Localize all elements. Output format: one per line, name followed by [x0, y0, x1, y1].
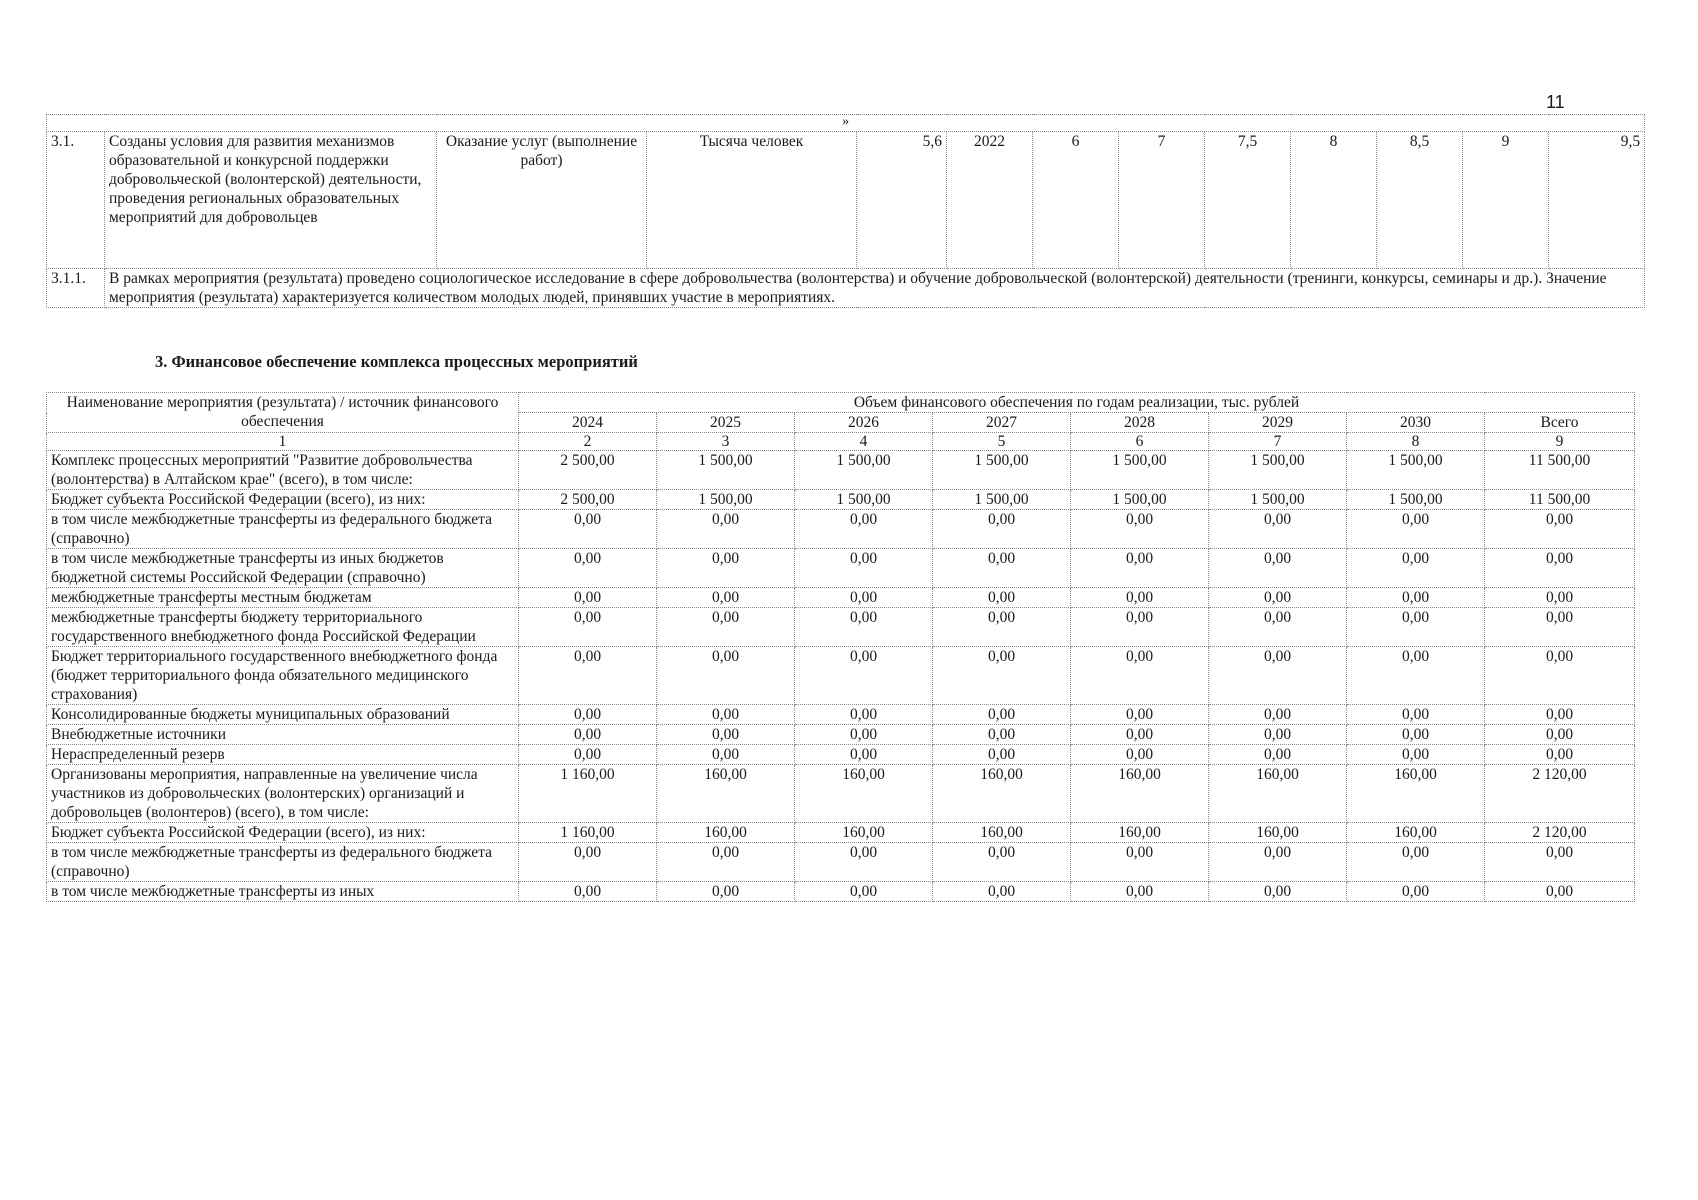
row-number: 3.1. — [47, 132, 105, 269]
amount-cell: 0,00 — [933, 549, 1071, 588]
row-label: в том числе межбюджетные трансферты из иных бюджетов бюджетной системы Российской Федерации (справочно) — [47, 549, 519, 588]
amount-cell: 0,00 — [795, 588, 933, 608]
year-header: 2025 — [657, 413, 795, 433]
amount-cell: 0,00 — [1071, 725, 1209, 745]
amount-cell: 1 500,00 — [1071, 451, 1209, 490]
amount-cell: 1 500,00 — [657, 490, 795, 510]
amount-cell: 0,00 — [1347, 882, 1485, 902]
finance-table-body — [47, 451, 1635, 902]
header-volume: Объем финансового обеспечения по годам реализации, тыс. рублей — [519, 393, 1635, 413]
table-row — [47, 490, 1635, 510]
amount-cell: 0,00 — [1071, 647, 1209, 705]
column-number: 5 — [933, 433, 1071, 451]
amount-cell: 0,00 — [1071, 608, 1209, 647]
amount-cell: 0,00 — [795, 705, 933, 725]
amount-cell: 1 500,00 — [795, 451, 933, 490]
header-name: Наименование мероприятия (результата) / источник финансового обеспечения — [47, 393, 519, 433]
amount-cell: 1 500,00 — [795, 490, 933, 510]
amount-cell: 0,00 — [1347, 725, 1485, 745]
amount-cell: 0,00 — [657, 882, 795, 902]
amount-cell: 0,00 — [933, 588, 1071, 608]
amount-cell: 0,00 — [1209, 725, 1347, 745]
table-row — [47, 843, 1635, 882]
row-label: в том числе межбюджетные трансферты из федерального бюджета (справочно) — [47, 510, 519, 549]
amount-cell: 0,00 — [1347, 510, 1485, 549]
total-cell: 0,00 — [1485, 588, 1635, 608]
row-label: Нераспределенный резерв — [47, 745, 519, 765]
table-header-row — [47, 393, 1635, 413]
amount-cell: 0,00 — [1071, 745, 1209, 765]
row-label: в том числе межбюджетные трансферты из иных — [47, 882, 519, 902]
amount-cell: 0,00 — [1209, 843, 1347, 882]
amount-cell: 2 500,00 — [519, 451, 657, 490]
table-row — [47, 132, 1645, 269]
table-row — [47, 510, 1635, 549]
total-cell: 0,00 — [1485, 608, 1635, 647]
total-header: Всего — [1485, 413, 1635, 433]
amount-cell: 0,00 — [519, 510, 657, 549]
amount-cell: 0,00 — [657, 705, 795, 725]
row-label: межбюджетные трансферты бюджету территориального государственного внебюджетного фонда Российской Федерации — [47, 608, 519, 647]
table-row — [47, 705, 1635, 725]
amount-cell: 0,00 — [795, 608, 933, 647]
table-row — [47, 745, 1635, 765]
amount-cell: 0,00 — [657, 745, 795, 765]
row-label: Организованы мероприятия, направленные на увеличение числа участников из добровольческих (волонтерских) организаций и добровольцев (волонтеров) (всего), в том числе: — [47, 765, 519, 823]
amount-cell: 0,00 — [933, 647, 1071, 705]
amount-cell: 0,00 — [1347, 745, 1485, 765]
amount-cell: 0,00 — [1209, 745, 1347, 765]
amount-cell: 0,00 — [795, 882, 933, 902]
amount-cell: 0,00 — [1209, 549, 1347, 588]
total-cell: 0,00 — [1485, 745, 1635, 765]
amount-cell: 0,00 — [795, 725, 933, 745]
amount-cell: 0,00 — [795, 647, 933, 705]
amount-cell: 0,00 — [657, 725, 795, 745]
amount-cell: 0,00 — [1209, 588, 1347, 608]
amount-cell: 0,00 — [933, 843, 1071, 882]
column-number: 3 — [657, 433, 795, 451]
amount-cell: 0,00 — [795, 549, 933, 588]
column-number: 8 — [1347, 433, 1485, 451]
table-row — [47, 451, 1635, 490]
total-cell: 0,00 — [1485, 510, 1635, 549]
amount-cell: 1 500,00 — [1209, 451, 1347, 490]
amount-cell: 160,00 — [795, 823, 933, 843]
amount-cell: 0,00 — [933, 608, 1071, 647]
total-cell: 2 120,00 — [1485, 765, 1635, 823]
amount-cell: 160,00 — [657, 765, 795, 823]
amount-cell: 0,00 — [1347, 549, 1485, 588]
amount-cell: 0,00 — [657, 843, 795, 882]
amount-cell: 0,00 — [933, 510, 1071, 549]
result-type: Оказание услуг (выполнение работ) — [437, 132, 647, 269]
column-number: 7 — [1209, 433, 1347, 451]
row-label: межбюджетные трансферты местным бюджетам — [47, 588, 519, 608]
column-number: 2 — [519, 433, 657, 451]
table-row — [47, 823, 1635, 843]
value-cell: 6 — [1033, 132, 1119, 269]
amount-cell: 0,00 — [1347, 705, 1485, 725]
table-continuation-row — [47, 115, 1645, 132]
amount-cell: 0,00 — [519, 745, 657, 765]
amount-cell: 0,00 — [1071, 882, 1209, 902]
table-row — [47, 608, 1635, 647]
year-header: 2030 — [1347, 413, 1485, 433]
amount-cell: 0,00 — [933, 725, 1071, 745]
row-number: 3.1.1. — [47, 269, 105, 308]
amount-cell: 0,00 — [519, 647, 657, 705]
amount-cell: 160,00 — [1209, 823, 1347, 843]
page-number: 11 — [1546, 92, 1565, 112]
value-cell: 8 — [1291, 132, 1377, 269]
amount-cell: 160,00 — [1347, 823, 1485, 843]
amount-cell: 0,00 — [1071, 510, 1209, 549]
amount-cell: 0,00 — [795, 510, 933, 549]
total-cell: 0,00 — [1485, 843, 1635, 882]
amount-cell: 0,00 — [1347, 843, 1485, 882]
year-header: 2024 — [519, 413, 657, 433]
amount-cell: 1 500,00 — [1071, 490, 1209, 510]
amount-cell: 0,00 — [519, 725, 657, 745]
amount-cell: 0,00 — [1347, 608, 1485, 647]
amount-cell: 0,00 — [519, 705, 657, 725]
amount-cell: 0,00 — [657, 588, 795, 608]
base-value: 5,6 — [857, 132, 947, 269]
amount-cell: 160,00 — [933, 823, 1071, 843]
amount-cell: 0,00 — [519, 588, 657, 608]
amount-cell: 0,00 — [519, 843, 657, 882]
amount-cell: 1 160,00 — [519, 765, 657, 823]
amount-cell: 0,00 — [1209, 510, 1347, 549]
amount-cell: 0,00 — [1347, 647, 1485, 705]
total-cell: 11 500,00 — [1485, 490, 1635, 510]
column-number: 9 — [1485, 433, 1635, 451]
amount-cell: 0,00 — [519, 549, 657, 588]
amount-cell: 0,00 — [1209, 647, 1347, 705]
result-description: В рамках мероприятия (результата) проведено социологическое исследование в сфере добровольчества (волонтерства) и обучение добровольческой (волонтерской) деятельности (тренинги, конкурсы, семинары и др.). Значение мероприятия (результата) характеризуется количеством молодых людей, принявших участие в мероприятиях. — [105, 269, 1645, 308]
unit-of-measure: Тысяча человек — [647, 132, 857, 269]
table-row — [47, 269, 1645, 308]
amount-cell: 0,00 — [1071, 705, 1209, 725]
amount-cell: 0,00 — [657, 549, 795, 588]
value-cell: 9 — [1463, 132, 1549, 269]
amount-cell: 0,00 — [933, 745, 1071, 765]
amount-cell: 160,00 — [1209, 765, 1347, 823]
year-header: 2026 — [795, 413, 933, 433]
total-cell: 11 500,00 — [1485, 451, 1635, 490]
row-label: Бюджет территориального государственного внебюджетного фонда (бюджет территориального фонда обязательного медицинского страхования) — [47, 647, 519, 705]
amount-cell: 0,00 — [1209, 705, 1347, 725]
amount-cell: 160,00 — [657, 823, 795, 843]
result-name: Созданы условия для развития механизмов образовательной и конкурсной поддержки добровольческой (волонтерской) деятельности, проведения региональных образовательных мероприятий для добровольцев — [105, 132, 437, 269]
total-cell: 0,00 — [1485, 882, 1635, 902]
amount-cell: 0,00 — [519, 608, 657, 647]
column-number: 4 — [795, 433, 933, 451]
table-row — [47, 549, 1635, 588]
amount-cell: 0,00 — [1071, 843, 1209, 882]
total-cell: 0,00 — [1485, 549, 1635, 588]
column-number: 1 — [47, 433, 519, 451]
total-cell: 2 120,00 — [1485, 823, 1635, 843]
amount-cell: 0,00 — [1209, 882, 1347, 902]
amount-cell: 160,00 — [933, 765, 1071, 823]
year-header: 2029 — [1209, 413, 1347, 433]
amount-cell: 1 500,00 — [933, 490, 1071, 510]
year-header: 2027 — [933, 413, 1071, 433]
amount-cell: 0,00 — [519, 882, 657, 902]
row-label: в том числе межбюджетные трансферты из федерального бюджета (справочно) — [47, 843, 519, 882]
total-cell: 0,00 — [1485, 725, 1635, 745]
column-numbers-row — [47, 433, 1635, 451]
base-year: 2022 — [947, 132, 1033, 269]
value-cell: 7 — [1119, 132, 1205, 269]
amount-cell: 0,00 — [1347, 588, 1485, 608]
amount-cell: 1 500,00 — [657, 451, 795, 490]
amount-cell: 0,00 — [1071, 549, 1209, 588]
amount-cell: 1 500,00 — [1347, 490, 1485, 510]
row-label: Внебюджетные источники — [47, 725, 519, 745]
continuation-quote: » — [47, 115, 1645, 132]
value-cell: 8,5 — [1377, 132, 1463, 269]
row-label: Комплекс процессных мероприятий "Развитие добровольчества (волонтерства) в Алтайском крае" (всего), в том числе: — [47, 451, 519, 490]
row-label: Бюджет субъекта Российской Федерации (всего), из них: — [47, 490, 519, 510]
total-cell: 0,00 — [1485, 647, 1635, 705]
amount-cell: 0,00 — [795, 843, 933, 882]
column-number: 6 — [1071, 433, 1209, 451]
row-label: Бюджет субъекта Российской Федерации (всего), из них: — [47, 823, 519, 843]
table-row — [47, 765, 1635, 823]
amount-cell: 1 500,00 — [1209, 490, 1347, 510]
row-label: Консолидированные бюджеты муниципальных образований — [47, 705, 519, 725]
amount-cell: 1 500,00 — [933, 451, 1071, 490]
amount-cell: 0,00 — [1071, 588, 1209, 608]
value-cell: 9,5 — [1549, 132, 1645, 269]
amount-cell: 2 500,00 — [519, 490, 657, 510]
table-row — [47, 882, 1635, 902]
year-header: 2028 — [1071, 413, 1209, 433]
amount-cell: 1 500,00 — [1347, 451, 1485, 490]
amount-cell: 0,00 — [657, 510, 795, 549]
total-cell: 0,00 — [1485, 705, 1635, 725]
table-row — [47, 725, 1635, 745]
amount-cell: 0,00 — [933, 705, 1071, 725]
finance-table — [46, 392, 1635, 902]
table-row — [47, 588, 1635, 608]
amount-cell: 0,00 — [657, 647, 795, 705]
amount-cell: 160,00 — [1071, 823, 1209, 843]
amount-cell: 160,00 — [1071, 765, 1209, 823]
amount-cell: 0,00 — [657, 608, 795, 647]
amount-cell: 0,00 — [933, 882, 1071, 902]
table-row — [47, 647, 1635, 705]
amount-cell: 1 160,00 — [519, 823, 657, 843]
section-title: 3. Финансовое обеспечение комплекса процессных мероприятий — [155, 352, 638, 371]
value-cell: 7,5 — [1205, 132, 1291, 269]
amount-cell: 160,00 — [1347, 765, 1485, 823]
amount-cell: 160,00 — [795, 765, 933, 823]
indicator-table — [46, 114, 1645, 308]
amount-cell: 0,00 — [795, 745, 933, 765]
amount-cell: 0,00 — [1209, 608, 1347, 647]
